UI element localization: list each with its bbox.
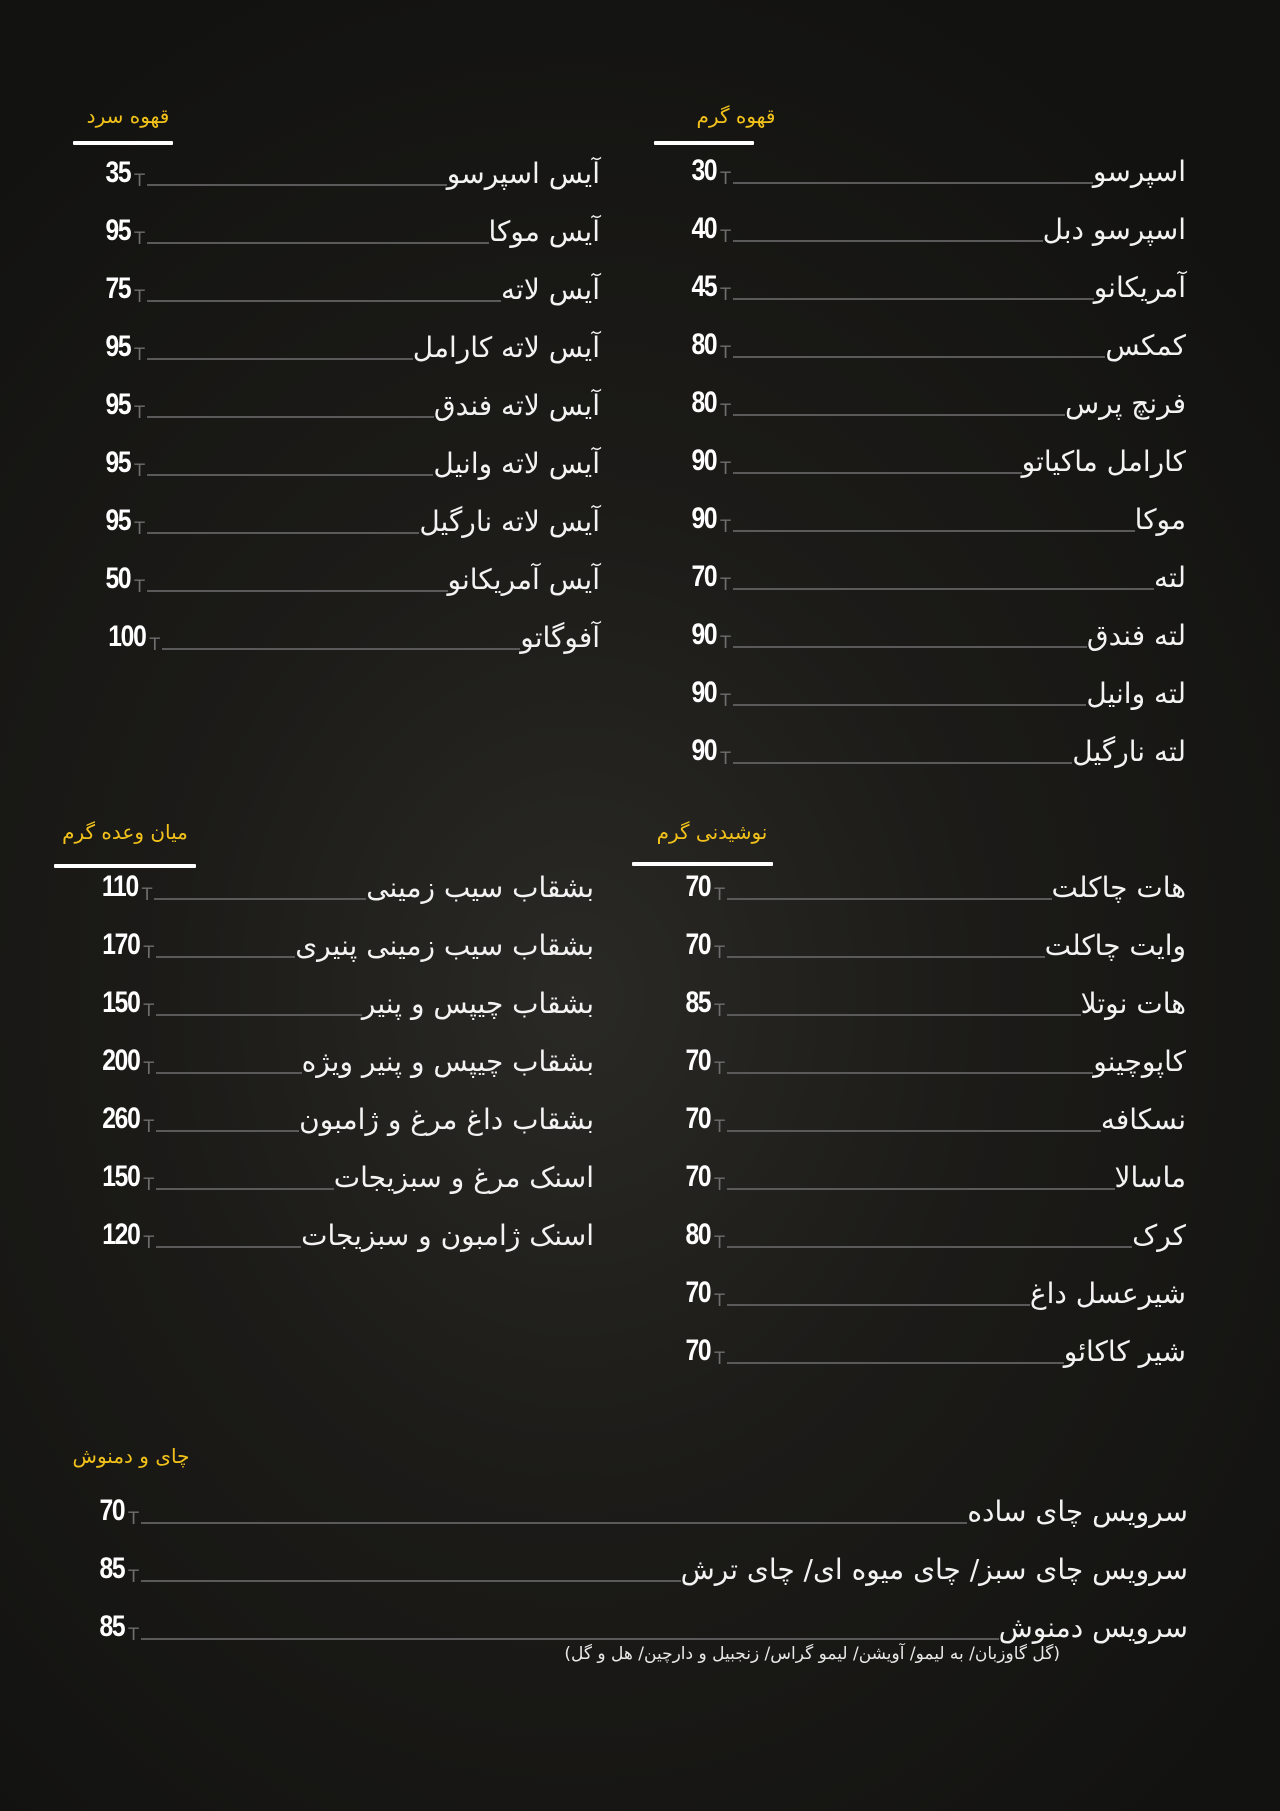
toman-currency-icon: T (714, 1233, 725, 1253)
item-name: بشقاب سیب زمینی (366, 871, 594, 904)
dotted-leader-line (727, 1304, 1030, 1306)
dotted-leader-line (727, 1014, 1081, 1016)
menu-item-row (94, 1530, 1188, 1588)
item-price: 70 (691, 560, 717, 593)
item-name: آیس اسپرسو (446, 157, 600, 190)
dotted-leader-line (733, 182, 1093, 184)
dotted-leader-line (733, 762, 1073, 764)
item-price: 70 (685, 1102, 711, 1135)
toman-currency-icon: T (128, 1509, 139, 1529)
item-name: اسپرسو (1092, 155, 1186, 188)
item-price: 85 (99, 1610, 125, 1643)
item-name: کارامل ماکیاتو (1021, 445, 1186, 478)
dotted-leader-line (727, 1188, 1115, 1190)
menu-item-row (686, 538, 1186, 596)
menu-item-row (680, 1312, 1186, 1370)
item-name: لته فندق (1086, 619, 1186, 652)
item-name: هات چاکلت (1051, 871, 1186, 904)
dotted-leader-line (733, 414, 1065, 416)
item-price: 70 (685, 928, 711, 961)
item-name: آیس موکا (488, 215, 600, 248)
dotted-leader-line (156, 1014, 362, 1016)
item-price: 70 (685, 1160, 711, 1193)
section-hot-drinks (656, 816, 1186, 1376)
toman-currency-icon: T (714, 885, 725, 905)
item-name: آیس لاته (501, 273, 600, 306)
item-name: آیس لاته کارامل (412, 331, 600, 364)
item-price: 260 (102, 1102, 140, 1135)
dotted-leader-line (147, 474, 434, 476)
section-title: قهوه سرد (86, 104, 170, 128)
toman-currency-icon: T (143, 1001, 154, 1021)
toman-currency-icon: T (143, 1233, 154, 1253)
menu-item-row (100, 134, 600, 192)
menu-item-row (680, 1196, 1186, 1254)
item-name: وایت چاکلت (1044, 929, 1186, 962)
menu-item-row (100, 598, 600, 656)
menu-item-row (94, 1022, 594, 1080)
toman-currency-icon: T (134, 171, 145, 191)
dotted-leader-line (733, 588, 1154, 590)
item-name: لته نارگیل (1072, 735, 1186, 768)
dotted-leader-line (147, 590, 448, 592)
dotted-leader-line (727, 956, 1045, 958)
dotted-leader-line (733, 240, 1043, 242)
menu-item-row (94, 906, 594, 964)
menu-item-row (680, 906, 1186, 964)
item-price: 85 (99, 1552, 125, 1585)
toman-currency-icon: T (714, 1059, 725, 1079)
toman-currency-icon: T (134, 287, 145, 307)
dotted-leader-line (156, 1246, 301, 1248)
item-name: شیر کاکائو (1063, 1335, 1186, 1368)
menu-item-row (686, 190, 1186, 248)
toman-currency-icon: T (714, 1291, 725, 1311)
item-price: 70 (685, 1276, 711, 1309)
menu-item-row (686, 596, 1186, 654)
dotted-leader-line (733, 298, 1094, 300)
item-name: شیرعسل داغ (1029, 1277, 1186, 1310)
item-price: 95 (105, 214, 131, 247)
item-price: 80 (685, 1218, 711, 1251)
item-price: 90 (691, 734, 717, 767)
menu-item-row (686, 132, 1186, 190)
menu-item-row (100, 482, 600, 540)
item-price: 50 (105, 562, 131, 595)
menu-item-row (686, 248, 1186, 306)
item-name: بشقاب داغ مرغ و ژامبون (299, 1103, 594, 1136)
item-price: 70 (685, 1334, 711, 1367)
toman-currency-icon: T (143, 1117, 154, 1137)
item-name: اسپرسو دبل (1042, 213, 1186, 246)
item-name: آیس لاته نارگیل (419, 505, 600, 538)
item-price: 90 (691, 444, 717, 477)
item-name: کمکس (1105, 329, 1186, 362)
dotted-leader-line (727, 1362, 1064, 1364)
menu-item-row (94, 1472, 1188, 1530)
menu-item-row (100, 424, 600, 482)
dotted-leader-line (727, 1072, 1093, 1074)
menu-item-row (94, 1080, 594, 1138)
item-price: 90 (691, 618, 717, 651)
dotted-leader-line (156, 1072, 302, 1074)
section-hot-coffee (686, 100, 1186, 780)
item-price: 200 (102, 1044, 140, 1077)
tea-herbs-note: (گل گاوزبان/ به لیمو/ آویشن/ لیمو گراس/ زنجبیل و دارچین/ هل و گل) (564, 1644, 1060, 1664)
item-price: 45 (691, 270, 717, 303)
menu-item-row (94, 1138, 594, 1196)
item-price: 70 (685, 870, 711, 903)
item-price: 90 (691, 676, 717, 709)
item-name: لته وانیل (1086, 677, 1186, 710)
toman-currency-icon: T (134, 403, 145, 423)
dotted-leader-line (147, 358, 413, 360)
menu-item-row (680, 1254, 1186, 1312)
item-price: 100 (108, 620, 146, 653)
dotted-leader-line (141, 1580, 681, 1582)
item-price: 35 (105, 156, 131, 189)
toman-currency-icon: T (134, 519, 145, 539)
toman-currency-icon: T (714, 1175, 725, 1195)
section-cold-coffee (86, 100, 600, 660)
item-name: سرویس چای سبز/ چای میوه ای/ چای ترش (680, 1553, 1188, 1586)
menu-item-row (686, 422, 1186, 480)
dotted-leader-line (162, 648, 520, 650)
menu-item-row (680, 964, 1186, 1022)
menu-item-row (686, 712, 1186, 770)
toman-currency-icon: T (134, 345, 145, 365)
item-price: 40 (691, 212, 717, 245)
dotted-leader-line (733, 356, 1106, 358)
toman-currency-icon: T (714, 1349, 725, 1369)
item-price: 70 (685, 1044, 711, 1077)
item-price: 85 (685, 986, 711, 1019)
menu-item-row (686, 654, 1186, 712)
section-title: نوشیدنی گرم (656, 820, 768, 844)
item-price: 95 (105, 388, 131, 421)
item-price: 90 (691, 502, 717, 535)
dotted-leader-line (727, 1130, 1101, 1132)
toman-currency-icon: T (128, 1625, 139, 1645)
item-name: موکا (1134, 503, 1186, 536)
toman-currency-icon: T (141, 885, 153, 905)
toman-currency-icon: T (720, 691, 731, 711)
dotted-leader-line (733, 646, 1087, 648)
dotted-leader-line (733, 472, 1022, 474)
menu-item-row (686, 480, 1186, 538)
toman-currency-icon: T (714, 943, 725, 963)
item-name: اسنک ژامبون و سبزیجات (301, 1219, 594, 1252)
menu-item-row (100, 250, 600, 308)
toman-currency-icon: T (143, 1059, 154, 1079)
dotted-leader-line (733, 704, 1087, 706)
toman-currency-icon: T (720, 343, 731, 363)
dotted-leader-line (733, 530, 1135, 532)
section-tea (72, 1440, 1188, 1690)
toman-currency-icon: T (720, 749, 731, 769)
item-name: آیس آمریکانو (447, 563, 600, 596)
item-name: آمریکانو (1093, 271, 1186, 304)
toman-currency-icon: T (720, 517, 731, 537)
item-price: 80 (691, 328, 717, 361)
toman-currency-icon: T (720, 285, 731, 305)
item-price: 70 (99, 1494, 125, 1527)
item-price: 120 (102, 1218, 140, 1251)
toman-currency-icon: T (714, 1001, 725, 1021)
dotted-leader-line (141, 1522, 968, 1524)
menu-item-row (680, 1080, 1186, 1138)
dotted-leader-line (156, 1130, 299, 1132)
menu-item-row (94, 964, 594, 1022)
toman-currency-icon: T (720, 227, 731, 247)
item-price: 110 (101, 870, 138, 903)
dotted-leader-line (147, 416, 434, 418)
item-price: 75 (105, 272, 131, 305)
toman-currency-icon: T (720, 575, 731, 595)
item-price: 95 (105, 504, 131, 537)
toman-currency-icon: T (720, 169, 731, 189)
menu-item-row (94, 1196, 594, 1254)
item-price: 150 (102, 1160, 140, 1193)
menu-item-row (94, 848, 594, 906)
dotted-leader-line (147, 300, 501, 302)
menu-item-row (686, 364, 1186, 422)
item-name: بشقاب سیب زمینی پنیری (295, 929, 594, 962)
dotted-leader-line (727, 898, 1052, 900)
dotted-leader-line (147, 184, 447, 186)
toman-currency-icon: T (149, 635, 160, 655)
toman-currency-icon: T (714, 1117, 725, 1137)
menu-item-row (100, 192, 600, 250)
toman-currency-icon: T (134, 577, 145, 597)
toman-currency-icon: T (128, 1567, 139, 1587)
dotted-leader-line (156, 956, 295, 958)
menu-item-row (100, 308, 600, 366)
item-name: فرنچ پرس (1064, 387, 1186, 420)
item-price: 95 (105, 446, 131, 479)
dotted-leader-line (147, 242, 489, 244)
toman-currency-icon: T (720, 401, 731, 421)
item-name: آفوگاتو (520, 621, 600, 654)
item-price: 150 (102, 986, 140, 1019)
item-price: 80 (691, 386, 717, 419)
toman-currency-icon: T (720, 459, 731, 479)
item-price: 95 (105, 330, 131, 363)
menu-item-row (680, 1022, 1186, 1080)
toman-currency-icon: T (143, 1175, 154, 1195)
dotted-leader-line (147, 532, 420, 534)
item-name: نسکافه (1100, 1103, 1186, 1136)
menu-item-row (680, 1138, 1186, 1196)
dotted-leader-line (727, 1246, 1132, 1248)
item-name: کاپوچینو (1093, 1045, 1186, 1078)
item-name: لته (1154, 561, 1186, 594)
menu-item-row (680, 848, 1186, 906)
item-name: بشقاب چیپس و پنیر (361, 987, 594, 1020)
section-title: چای و دمنوش (72, 1444, 190, 1468)
dotted-leader-line (154, 898, 366, 900)
item-name: اسنک مرغ و سبزیجات (333, 1161, 594, 1194)
item-name: سرویس دمنوش (998, 1611, 1188, 1644)
item-name: آیس لاته فندق (433, 389, 600, 422)
dotted-leader-line (141, 1638, 999, 1640)
menu-item-row (94, 1588, 1188, 1646)
item-name: آیس لاته وانیل (433, 447, 600, 480)
item-name: هات نوتلا (1080, 987, 1186, 1020)
item-name: ماسالا (1114, 1161, 1186, 1194)
section-title: قهوه گرم (696, 104, 776, 128)
item-name: بشقاب چیپس و پنیر ویژه (301, 1045, 594, 1078)
toman-currency-icon: T (134, 229, 145, 249)
item-price: 30 (691, 154, 717, 187)
toman-currency-icon: T (134, 461, 145, 481)
toman-currency-icon: T (720, 633, 731, 653)
item-price: 170 (102, 928, 140, 961)
menu-item-row (686, 306, 1186, 364)
toman-currency-icon: T (143, 943, 154, 963)
item-name: سرویس چای ساده (967, 1495, 1188, 1528)
dotted-leader-line (156, 1188, 334, 1190)
item-name: کرک (1132, 1219, 1186, 1252)
section-hot-snacks (62, 816, 594, 1276)
menu-item-row (100, 540, 600, 598)
section-title: میان وعده گرم (62, 820, 188, 844)
menu-item-row (100, 366, 600, 424)
